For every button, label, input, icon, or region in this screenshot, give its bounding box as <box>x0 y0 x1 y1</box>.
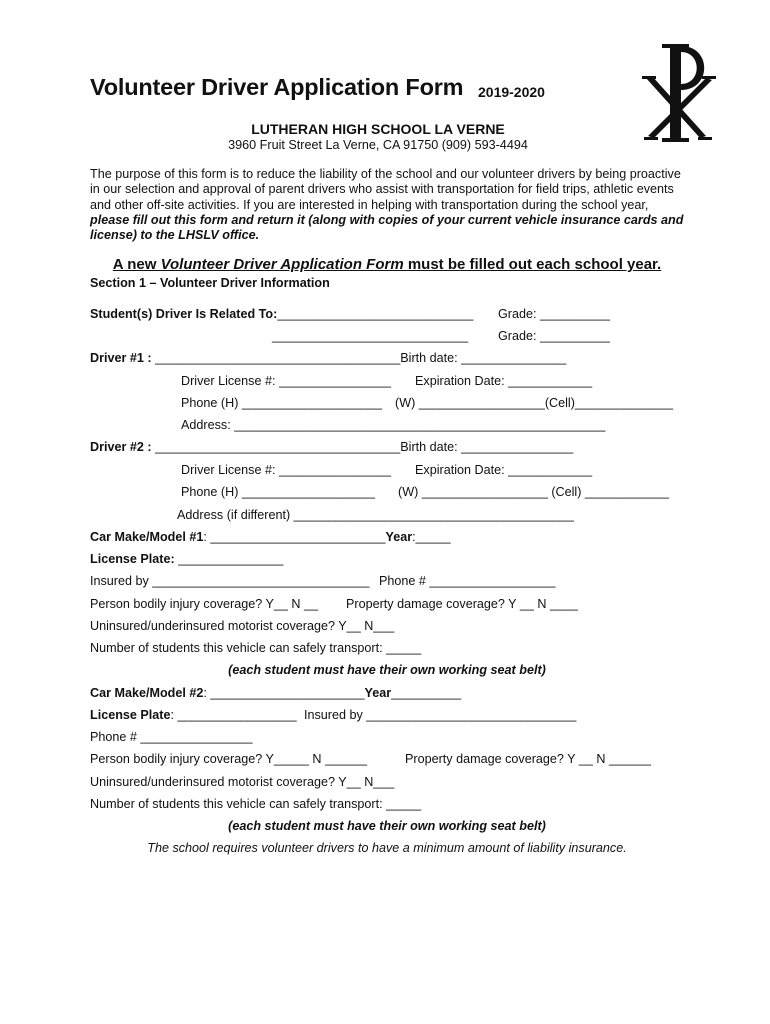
driver1-expiration-field[interactable]: Expiration Date: ____________ <box>415 374 593 388</box>
purpose-paragraph <box>90 167 690 243</box>
car2-plate-row[interactable] <box>90 707 297 723</box>
driver2-phone-work-cell-field[interactable]: (W) __________________ (Cell) ____________ <box>398 485 669 499</box>
car2-seatbelt-note: (each student must have their own working seat belt) <box>228 819 546 833</box>
car1-plate-field[interactable]: _______________ <box>174 552 284 566</box>
driver2-birth-field[interactable]: Birth date: ________________ <box>400 440 574 454</box>
car2-students-capacity-field[interactable]: Number of students this vehicle can safely transport: _____ <box>90 797 422 811</box>
driver1-address-field[interactable]: Address: _____________________________________________________ <box>181 418 606 432</box>
car2-phone-field[interactable]: Phone # ________________ <box>90 730 253 744</box>
driver2-phone-home-field[interactable]: Phone (H) ___________________ <box>181 485 375 499</box>
students-field-2[interactable]: ____________________________ <box>272 329 469 343</box>
driver2-name-field[interactable]: ___________________________________ <box>155 440 401 454</box>
students-label: Student(s) Driver Is Related To: <box>90 307 278 321</box>
car1-bodily-coverage-field[interactable]: Person bodily injury coverage? Y__ N __ <box>90 597 318 611</box>
car2-plate-field[interactable]: : _________________ <box>170 708 297 722</box>
car1-plate-label: License Plate: <box>90 552 175 566</box>
driver1-birth-field[interactable]: Birth date: _______________ <box>400 351 567 365</box>
car1-seatbelt-note: (each student must have their own working seat belt) <box>228 663 546 677</box>
annual-notice <box>90 256 684 273</box>
car1-property-coverage-field[interactable]: Property damage coverage? Y __ N ____ <box>346 597 578 611</box>
car2-make-field[interactable]: : ______________________ <box>203 686 365 700</box>
car1-insured-field[interactable]: Insured by _______________________________ <box>90 574 370 588</box>
car1-uninsured-coverage-field[interactable]: Uninsured/underinsured motorist coverage? Y__ N___ <box>90 619 395 633</box>
car1-students-capacity-field[interactable]: Number of students this vehicle can safely transport: _____ <box>90 641 422 655</box>
driver1-license-field[interactable]: Driver License #: ________________ <box>181 374 392 388</box>
car1-year-field[interactable]: :_____ <box>412 530 451 544</box>
notice-form-name: Volunteer Driver Application Form <box>160 256 404 273</box>
driver2-expiration-field[interactable]: Expiration Date: ____________ <box>415 463 593 477</box>
driver1-label: Driver #1 : <box>90 351 156 365</box>
driver2-label: Driver #2 : <box>90 440 156 454</box>
driver1-phone-work-cell-field[interactable]: (W) __________________(Cell)______________ <box>395 396 673 410</box>
school-name: LUTHERAN HIGH SCHOOL LA VERNE <box>251 121 505 137</box>
school-year: 2019-2020 <box>478 84 545 100</box>
driver2-address-field[interactable]: Address (if different) ________________________________________ <box>177 508 574 522</box>
section-heading: Section 1 – Volunteer Driver Information <box>90 276 330 290</box>
car2-year-field[interactable]: __________ <box>391 686 462 700</box>
car1-year-label: Year <box>385 530 413 544</box>
car2-uninsured-coverage-field[interactable]: Uninsured/underinsured motorist coverage? Y__ N___ <box>90 775 395 789</box>
car2-year-label: Year <box>364 686 392 700</box>
driver2-row[interactable] <box>90 439 573 455</box>
driver1-row[interactable] <box>90 350 566 366</box>
car2-make-row[interactable] <box>90 685 461 701</box>
car2-plate-label: License Plate <box>90 708 171 722</box>
driver1-phone-home-field[interactable]: Phone (H) ____________________ <box>181 396 382 410</box>
driver1-name-field[interactable]: ___________________________________ <box>155 351 401 365</box>
grade-field-2[interactable]: Grade: __________ <box>498 329 611 343</box>
form-title: Volunteer Driver Application Form <box>90 74 464 100</box>
car2-insured-field[interactable]: Insured by ______________________________ <box>304 708 577 722</box>
car2-property-coverage-field[interactable]: Property damage coverage? Y __ N ______ <box>405 752 651 766</box>
driver2-license-field[interactable]: Driver License #: ________________ <box>181 463 392 477</box>
car1-make-row[interactable] <box>90 529 451 545</box>
school-address: 3960 Fruit Street La Verne, CA 91750 (909) 593-4494 <box>228 138 528 152</box>
car1-phone-field[interactable]: Phone # __________________ <box>379 574 556 588</box>
students-row[interactable] <box>90 306 473 322</box>
car1-make-label: Car Make/Model #1 <box>90 530 204 544</box>
students-field-1[interactable]: ____________________________ <box>277 307 474 321</box>
insurance-requirement-note: The school requires volunteer drivers to have a minimum amount of liability insurance. <box>147 841 627 855</box>
car1-plate-row[interactable] <box>90 551 283 567</box>
car2-bodily-coverage-field[interactable]: Person bodily injury coverage? Y_____ N ______ <box>90 752 368 766</box>
purpose-instructions: please fill out this form and return it (along with copies of your current vehicle insurance cards and license) to the LHSLV office. <box>90 212 684 243</box>
notice-suffix: must be filled out each school year. <box>403 256 662 273</box>
purpose-text: The purpose of this form is to reduce the liability of the school and our volunteer drivers by being proactive in our selection and approval of parent drivers who assist with transportation for field trips, athletic events and other off-site activities. If you are interested in helping with transportation during the school year, <box>90 167 681 212</box>
notice-prefix: A new <box>112 256 161 273</box>
grade-field-1[interactable]: Grade: __________ <box>498 307 611 321</box>
car1-make-field[interactable]: : _________________________ <box>203 530 386 544</box>
car2-make-label: Car Make/Model #2 <box>90 686 204 700</box>
